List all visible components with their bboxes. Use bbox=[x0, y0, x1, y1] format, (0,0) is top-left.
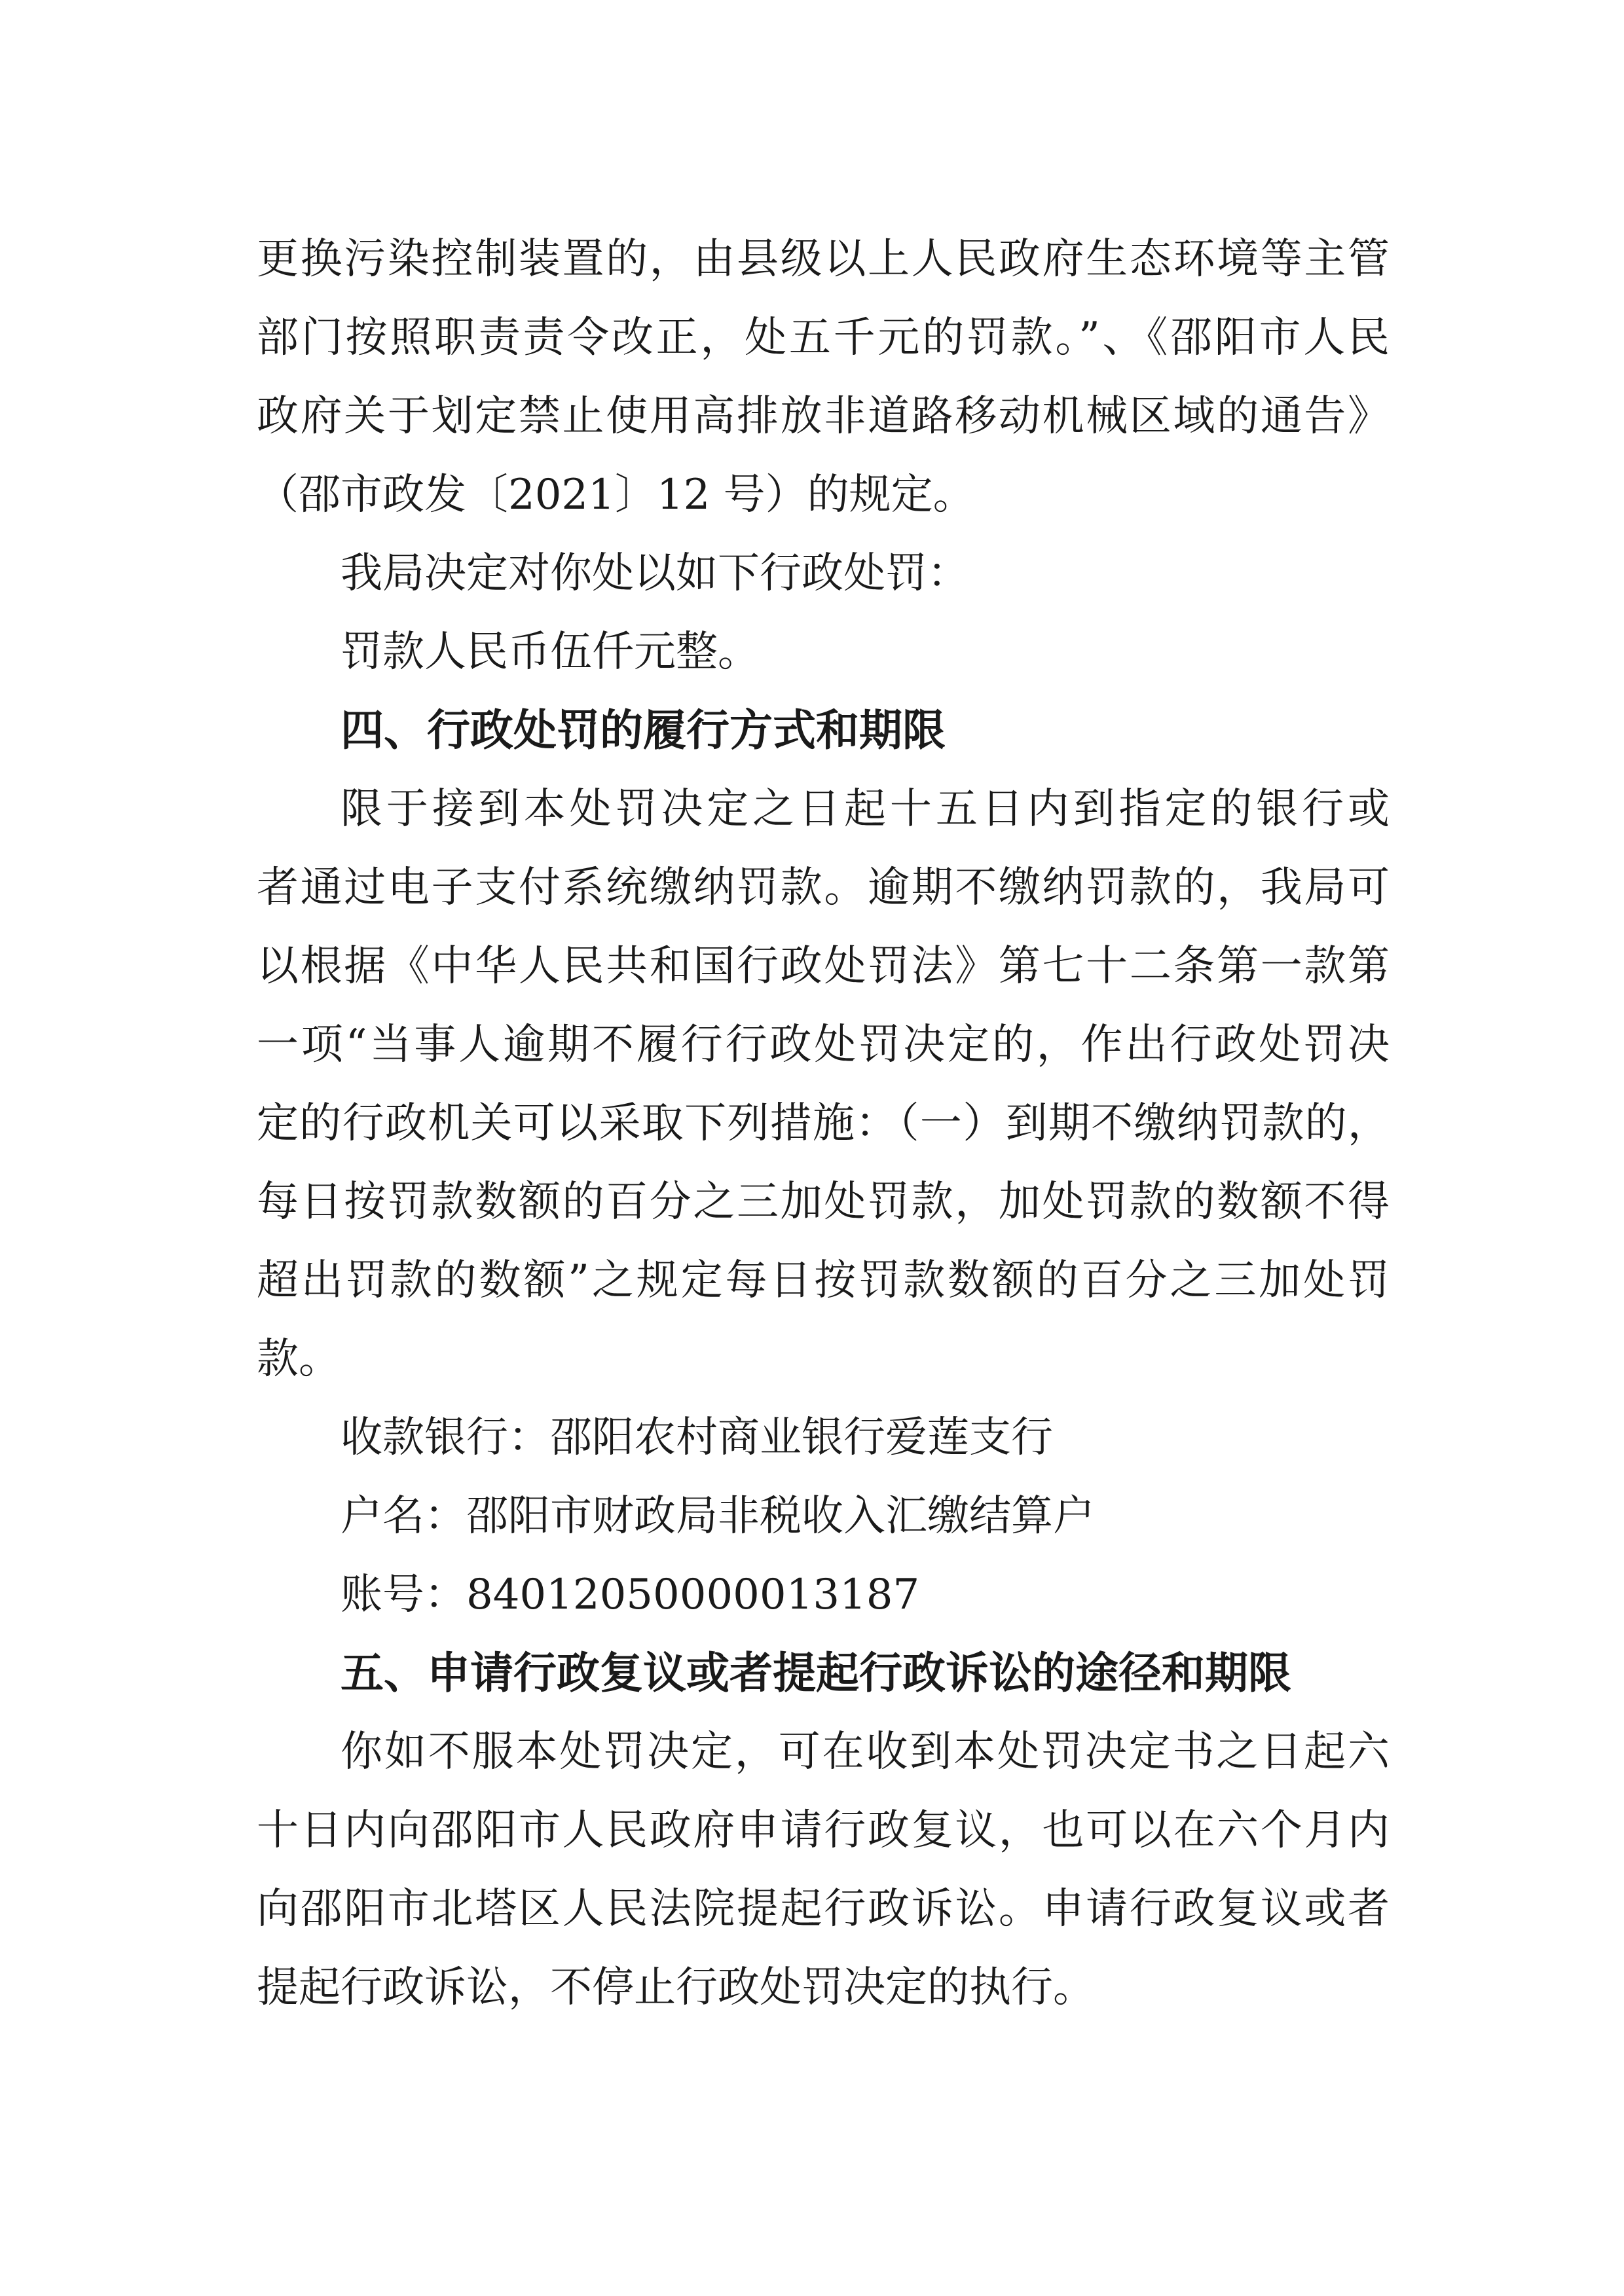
paragraph-line: 政府关于划定禁止使用高排放非道路移动机械区域的通告》 bbox=[257, 392, 1390, 441]
paragraph-line: 更换污染控制装置的，由县级以上人民政府生态环境等主管 bbox=[257, 235, 1390, 283]
paragraph-line: 部门按照职责责令改正，处五千元的罚款。”、《邵阳市人民 bbox=[257, 314, 1390, 362]
section-heading-5: 五、申请行政复议或者提起行政诉讼的途径和期限 bbox=[341, 1648, 1291, 1698]
paragraph-line: 每日按罚款数额的百分之三加处罚款，加处罚款的数额不得 bbox=[257, 1178, 1390, 1226]
bank-name: 收款银行：邵阳农村商业银行爱莲支行 bbox=[341, 1413, 1053, 1462]
paragraph-line: 你如不服本处罚决定，可在收到本处罚决定书之日起六 bbox=[341, 1728, 1390, 1776]
account-number: 账号：84012050000013187 bbox=[341, 1571, 920, 1619]
paragraph-line: 一项“当事人逾期不履行行政处罚决定的，作出行政处罚决 bbox=[257, 1021, 1390, 1069]
section-heading-4: 四、行政处罚的履行方式和期限 bbox=[341, 705, 946, 756]
paragraph-line: （邵市政发〔2021〕12 号）的规定。 bbox=[257, 471, 975, 519]
paragraph-line: 提起行政诉讼，不停止行政处罚决定的执行。 bbox=[257, 1963, 1095, 2012]
paragraph-line: 者通过电子支付系统缴纳罚款。逾期不缴纳罚款的，我局可 bbox=[257, 864, 1390, 912]
paragraph-line: 超出罚款的数额”之规定每日按罚款数额的百分之三加处罚 bbox=[257, 1256, 1390, 1305]
paragraph-line: 十日内向邵阳市人民政府申请行政复议，也可以在六个月内 bbox=[257, 1806, 1390, 1855]
paragraph-line: 我局决定对你处以如下行政处罚： bbox=[341, 549, 969, 598]
document-body bbox=[257, 220, 1390, 2027]
paragraph-line: 款。 bbox=[257, 1335, 341, 1383]
account-name: 户名：邵阳市财政局非税收入汇缴结算户 bbox=[341, 1492, 1095, 1540]
paragraph-line: 定的行政机关可以采取下列措施：（一）到期不缴纳罚款的， bbox=[257, 1099, 1390, 1148]
paragraph-line: 限于接到本处罚决定之日起十五日内到指定的银行或 bbox=[341, 785, 1390, 833]
paragraph-line: 以根据《中华人民共和国行政处罚法》第七十二条第一款第 bbox=[257, 942, 1390, 991]
paragraph-line: 向邵阳市北塔区人民法院提起行政诉讼。申请行政复议或者 bbox=[257, 1885, 1390, 1933]
penalty-amount: 罚款人民币伍仟元整。 bbox=[341, 628, 760, 676]
